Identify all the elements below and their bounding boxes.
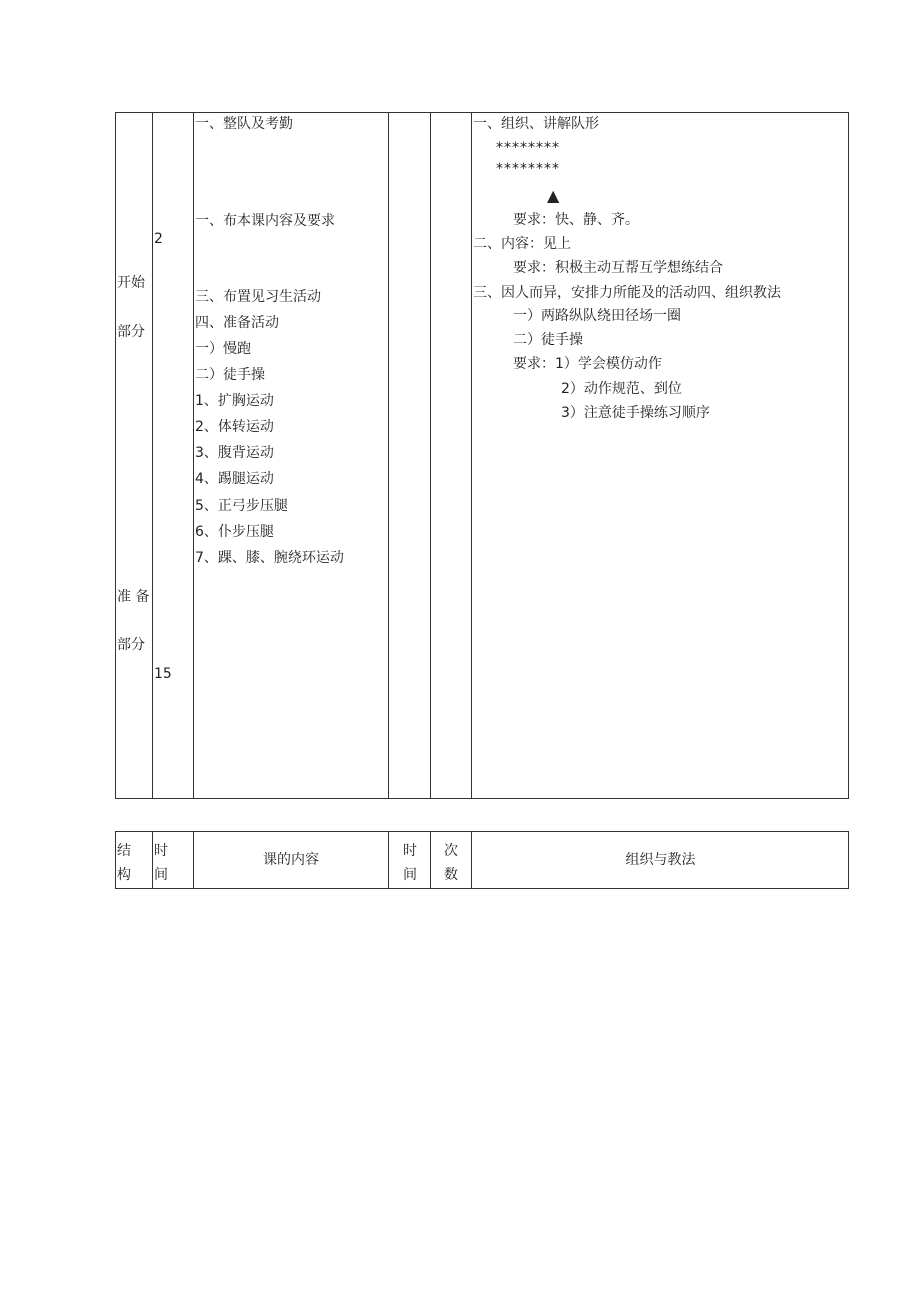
header-divider-1 xyxy=(152,831,153,889)
org-item: 二、内容：见上 xyxy=(473,236,571,252)
section-prep-label-2: 部分 xyxy=(117,637,145,653)
main-divider-2 xyxy=(193,112,194,799)
header-duration-2: 间 xyxy=(403,867,417,883)
org-requirement: 2）动作规范、到位 xyxy=(561,381,682,397)
org-requirement: 要求：积极主动互帮互学想练结合 xyxy=(513,260,723,276)
main-divider-5 xyxy=(471,112,472,799)
content-item: 二）徒手操 xyxy=(195,367,265,383)
content-item: 6、仆步压腿 xyxy=(195,524,274,540)
header-content: 课的内容 xyxy=(263,852,319,868)
main-divider-1 xyxy=(152,112,153,799)
triangle-icon: ▲ xyxy=(547,186,560,205)
content-item: 一、布本课内容及要求 xyxy=(195,213,335,229)
content-item: 3、腹背运动 xyxy=(195,445,274,461)
content-item: 2、体转运动 xyxy=(195,419,274,435)
header-count-2: 数 xyxy=(444,867,458,883)
header-divider-4 xyxy=(430,831,431,889)
content-item: 一、整队及考勤 xyxy=(195,116,293,132)
content-item: 一）慢跑 xyxy=(195,341,251,357)
org-item: 二）徒手操 xyxy=(513,332,583,348)
header-duration-1: 时 xyxy=(403,843,417,859)
formation-row: ******** xyxy=(496,161,560,177)
org-requirement: 3）注意徒手操练习顺序 xyxy=(561,405,710,421)
time-prep-value: 15 xyxy=(154,666,172,682)
section-prep-label-1: 准 备 xyxy=(117,589,150,605)
main-divider-3 xyxy=(388,112,389,799)
org-item: 一）两路纵队绕田径场一圈 xyxy=(513,308,681,324)
content-item: 5、正弓步压腿 xyxy=(195,498,288,514)
section-start-label-1: 开始 xyxy=(117,275,145,291)
header-organization: 组织与教法 xyxy=(625,852,696,868)
content-item: 三、布置见习生活动 xyxy=(195,289,321,305)
content-item: 7、踝、膝、腕绕环运动 xyxy=(195,550,344,566)
header-count-1: 次 xyxy=(444,843,458,859)
section-start-label-2: 部分 xyxy=(117,324,145,340)
main-divider-4 xyxy=(430,112,431,799)
org-item: 一、组织、讲解队形 xyxy=(473,116,599,132)
org-item: 三、因人而异，安排力所能及的活动四、组织教法 xyxy=(473,285,781,301)
content-item: 4、踢腿运动 xyxy=(195,471,274,487)
content-item: 1、扩胸运动 xyxy=(195,393,274,409)
org-requirement: 要求：快、静、齐。 xyxy=(513,212,639,228)
header-divider-3 xyxy=(388,831,389,889)
header-time-1: 时 xyxy=(154,843,168,859)
header-time-2: 间 xyxy=(154,867,168,883)
header-structure-1: 结 xyxy=(117,843,131,859)
header-structure-2: 构 xyxy=(117,867,131,883)
time-start-value: 2 xyxy=(154,231,163,247)
formation-row: ******** xyxy=(496,140,560,156)
content-item: 四、准备活动 xyxy=(195,315,279,331)
org-requirement: 要求：1）学会模仿动作 xyxy=(513,356,662,372)
